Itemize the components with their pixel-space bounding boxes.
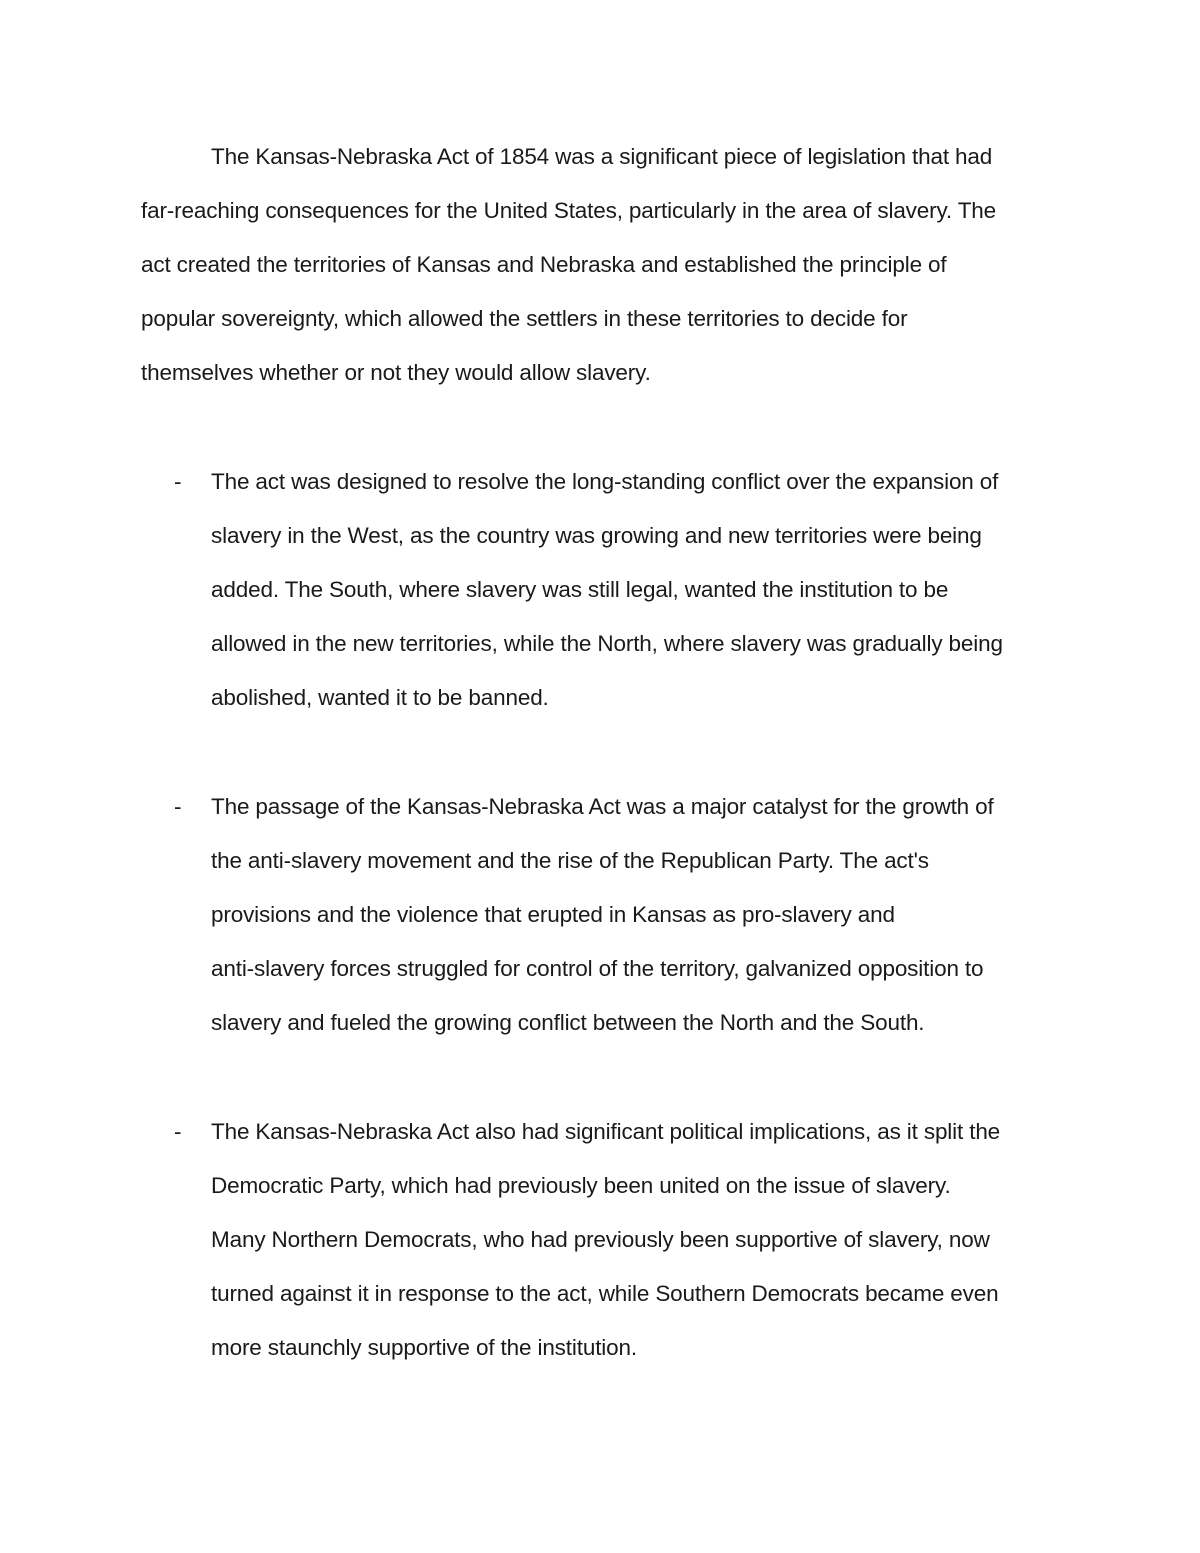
intro-line: popular sovereignty, which allowed the settlers in these territories to decide for xyxy=(141,306,908,331)
intro-line: far-reaching consequences for the United States, particularly in the area of slavery. The xyxy=(141,198,997,223)
bullet-dash: - xyxy=(174,1119,182,1144)
bullet-line: slavery and fueled the growing conflict between the North and the South. xyxy=(211,1010,925,1035)
bullet-dash: - xyxy=(174,794,182,819)
bullet-line: The passage of the Kansas-Nebraska Act was a major catalyst for the growth of xyxy=(211,794,994,819)
bullet-line: provisions and the violence that erupted in Kansas as pro-slavery and xyxy=(211,902,895,927)
bullet-line: The Kansas-Nebraska Act also had significant political implications, as it split the xyxy=(211,1119,1001,1144)
bullet-dash: - xyxy=(174,469,182,494)
intro-line: themselves whether or not they would allow slavery. xyxy=(141,360,651,385)
bullet-line: The act was designed to resolve the long-standing conflict over the expansion of xyxy=(211,469,999,494)
bullet-line: Democratic Party, which had previously been united on the issue of slavery. xyxy=(211,1173,951,1198)
bullet-line: anti-slavery forces struggled for control of the territory, galvanized opposition to xyxy=(211,956,984,981)
intro-line: The Kansas-Nebraska Act of 1854 was a significant piece of legislation that had xyxy=(211,144,993,169)
bullet-line: abolished, wanted it to be banned. xyxy=(211,685,549,710)
bullet-line: slavery in the West, as the country was growing and new territories were being xyxy=(211,523,982,548)
bullet-line: Many Northern Democrats, who had previously been supportive of slavery, now xyxy=(211,1227,990,1252)
bullet-line: turned against it in response to the act, while Southern Democrats became even xyxy=(211,1281,999,1306)
bullet-line: allowed in the new territories, while the North, where slavery was gradually being xyxy=(211,631,1003,656)
bullet-line: added. The South, where slavery was still legal, wanted the institution to be xyxy=(211,577,949,602)
bullet-line: more staunchly supportive of the institution. xyxy=(211,1335,637,1360)
intro-line: act created the territories of Kansas and Nebraska and established the principle of xyxy=(141,252,947,277)
bullet-line: the anti-slavery movement and the rise of the Republican Party. The act's xyxy=(211,848,929,873)
